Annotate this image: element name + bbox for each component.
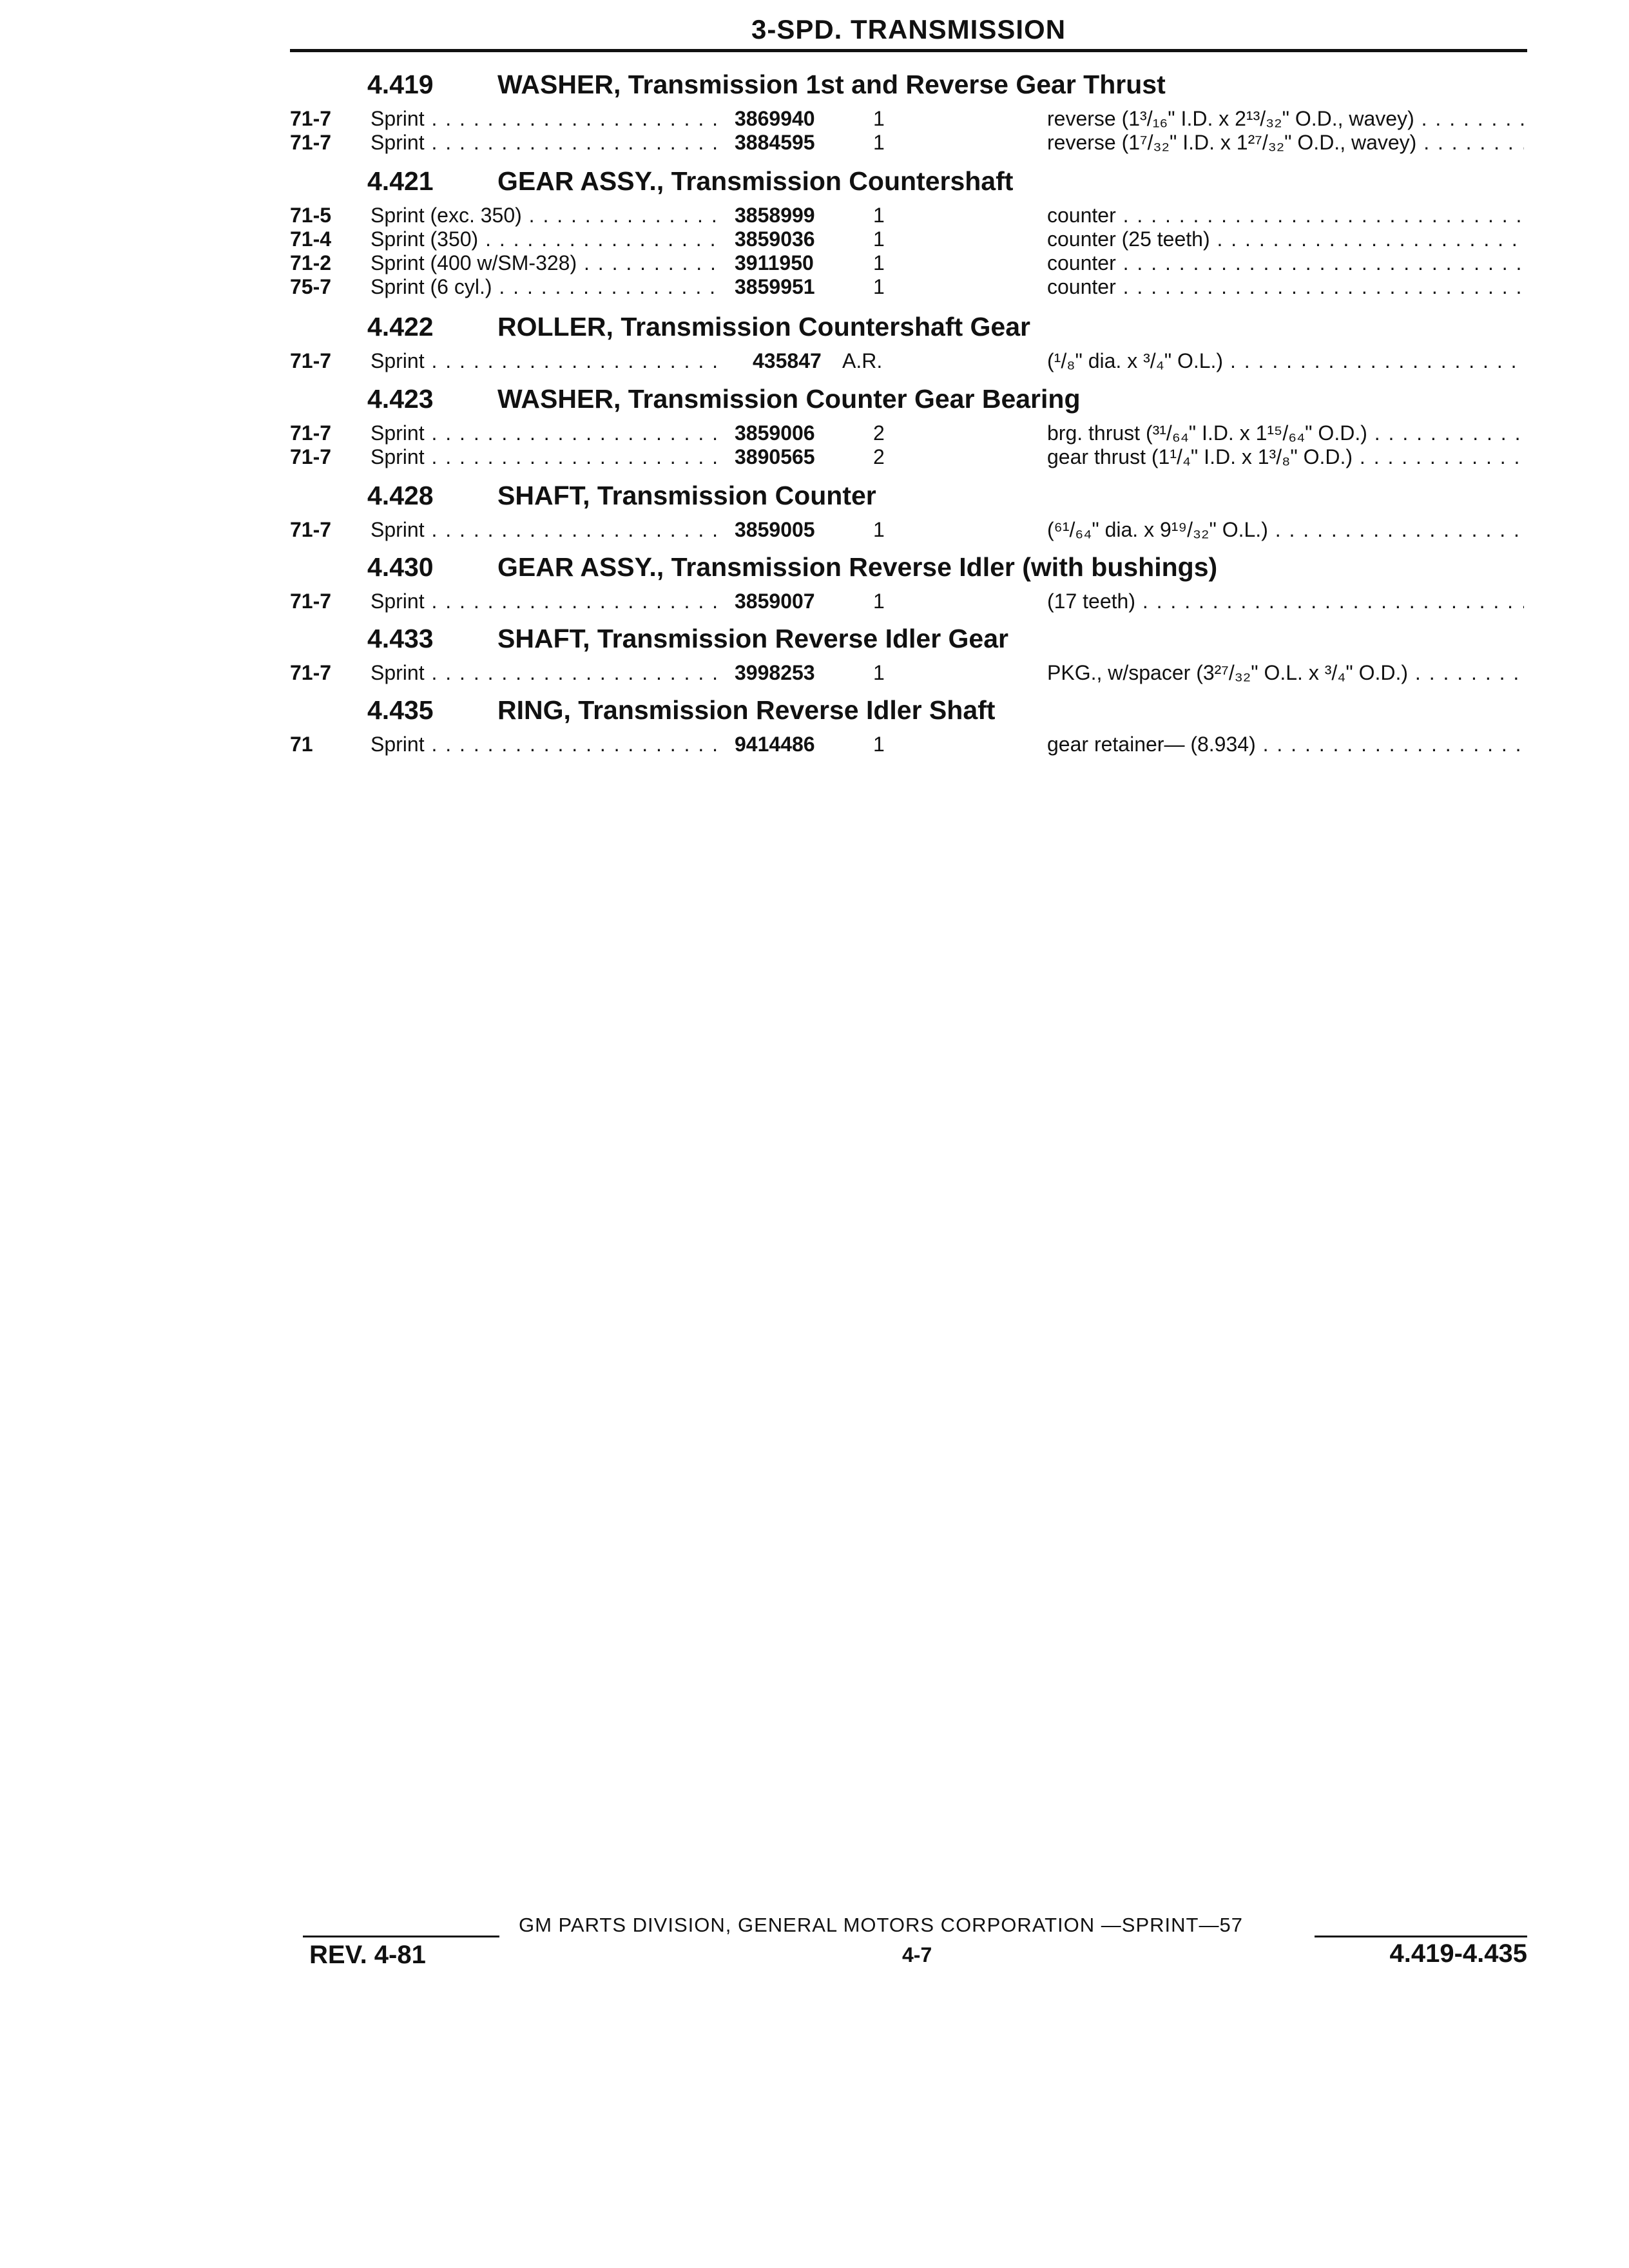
year-range: 75-7 [290,275,332,298]
part-row [290,731,1527,755]
quantity: 1 [873,518,885,541]
quantity: 1 [873,131,885,154]
year-range: 71-7 [290,421,332,445]
part-row [290,517,1527,541]
model: Sprint . . . [371,107,722,131]
part-row [290,420,1527,444]
part-row [290,588,1527,612]
quantity: 1 [873,733,885,756]
description: reverse (1⁷/₃₂" I.D. x 1²⁷/₃₂" O.D., wavey) . . . [1047,131,1524,155]
year-range: 71-7 [290,445,332,468]
quantity: 1 [873,590,885,613]
section-4-435 [290,693,1527,755]
section-number: 4.428 [367,481,434,510]
year-range: 71-7 [290,131,332,154]
part-number: 3859036 [735,227,815,251]
model: Sprint (400 w/SM-328) . . . [371,251,722,275]
description: (17 teeth) . . . [1047,590,1524,613]
section-4-422 [290,309,1527,372]
section-heading [290,478,1527,517]
section-number: 4.419 [367,70,434,99]
year-range: 71-7 [290,590,332,613]
part-row [290,130,1527,153]
description: counter . . . [1047,275,1524,299]
part-number: 3859006 [735,421,815,445]
section-title: SHAFT, Transmission Counter [497,481,876,510]
model: Sprint (exc. 350) . . . [371,204,722,227]
page-number: 4-7 [902,1943,932,1966]
year-range: 71-4 [290,227,332,251]
section-title: ROLLER, Transmission Countershaft Gear [497,312,1030,341]
page-title: 3-SPD. TRANSMISSION [290,14,1527,52]
part-number: 9414486 [735,733,815,756]
section-4-433 [290,621,1527,684]
model: Sprint (6 cyl.) . . . [371,275,722,299]
model: Sprint . . . [371,518,722,542]
part-number: 3911950 [735,251,814,274]
quantity: A.R. [842,349,883,372]
quantity: 1 [873,661,885,684]
year-range: 71-7 [290,349,332,372]
model: Sprint . . . [371,349,722,373]
revision-label: REV. 4-81 [309,1941,426,1969]
year-range: 71-5 [290,204,332,227]
quantity: 1 [873,275,885,298]
model: Sprint (350) . . . [371,227,722,251]
description: brg. thrust (³¹/₆₄" I.D. x 1¹⁵/₆₄" O.D.) . . . [1047,421,1524,445]
section-number: 4.422 [367,312,434,341]
year-range: 71-7 [290,107,332,130]
section-title: SHAFT, Transmission Reverse Idler Gear [497,624,1008,653]
quantity: 2 [873,421,885,445]
section-title: WASHER, Transmission Counter Gear Bearing [497,384,1081,414]
section-heading [290,309,1527,348]
quantity: 1 [873,227,885,251]
page-footer [303,1908,1527,1979]
part-number: 3884595 [735,131,815,154]
part-number: 3859951 [735,275,815,298]
section-heading [290,693,1527,731]
section-number: 4.423 [367,384,434,414]
model: Sprint . . . [371,661,722,685]
section-title: WASHER, Transmission 1st and Reverse Gear Thrust [497,70,1166,99]
part-row [290,202,1527,226]
quantity: 2 [873,445,885,468]
year-range: 71-2 [290,251,332,274]
model: Sprint . . . [371,445,722,469]
part-number: 435847 [753,349,822,372]
description: counter . . . [1047,251,1524,275]
section-heading [290,164,1527,202]
part-number: 3890565 [735,445,815,468]
quantity: 1 [873,204,885,227]
model: Sprint . . . [371,590,722,613]
description: (⁶¹/₆₄" dia. x 9¹⁹/₃₂" O.L.) . . . [1047,518,1524,542]
section-number: 4.435 [367,695,434,725]
part-number: 3859005 [735,518,815,541]
part-row [290,274,1527,298]
footer-corporation: GM PARTS DIVISION, GENERAL MOTORS CORPORATION —SPRINT—57 [519,1914,1243,1936]
model: Sprint . . . [371,131,722,155]
part-row [290,226,1527,250]
part-row [290,660,1527,684]
description: counter . . . [1047,204,1524,227]
section-title: RING, Transmission Reverse Idler Shaft [497,695,996,725]
section-4-428 [290,478,1527,541]
model: Sprint . . . [371,421,722,445]
part-number: 3859007 [735,590,815,613]
section-title: GEAR ASSY., Transmission Reverse Idler (with bushings) [497,552,1218,582]
description: counter (25 teeth) . . . [1047,227,1524,251]
section-4-430 [290,550,1527,612]
model: Sprint . . . [371,733,722,756]
section-heading [290,381,1527,420]
part-row [290,250,1527,274]
section-heading [290,621,1527,660]
section-range: 4.419-4.435 [1389,1939,1527,1968]
description: gear retainer— (8.934) . . . [1047,733,1524,756]
footer-rule-right [1315,1936,1527,1937]
description: (¹/₈" dia. x ³/₄" O.L.) . . . [1047,349,1524,373]
year-range: 71 [290,733,313,756]
year-range: 71-7 [290,518,332,541]
section-4-419 [290,67,1527,153]
description: gear thrust (1¹/₄" I.D. x 1³/₈" O.D.) . . . [1047,445,1524,469]
section-4-421 [290,164,1527,298]
section-number: 4.421 [367,166,434,196]
section-heading [290,550,1527,588]
part-number: 3998253 [735,661,815,684]
description: PKG., w/spacer (3²⁷/₃₂" O.L. x ³/₄" O.D.) . . . [1047,661,1524,685]
part-row [290,348,1527,372]
part-row [290,444,1527,468]
description: reverse (1³/₁₆" I.D. x 2¹³/₃₂" O.D., wavey) . . . [1047,107,1524,131]
section-4-423 [290,381,1527,468]
page-header [290,14,1527,52]
part-number: 3869940 [735,107,815,130]
part-row [290,106,1527,130]
section-number: 4.430 [367,552,434,582]
part-number: 3858999 [735,204,815,227]
quantity: 1 [873,251,885,274]
year-range: 71-7 [290,661,332,684]
section-heading [290,67,1527,106]
quantity: 1 [873,107,885,130]
section-number: 4.433 [367,624,434,653]
section-title: GEAR ASSY., Transmission Countershaft [497,166,1014,196]
footer-rule-left [303,1936,499,1937]
